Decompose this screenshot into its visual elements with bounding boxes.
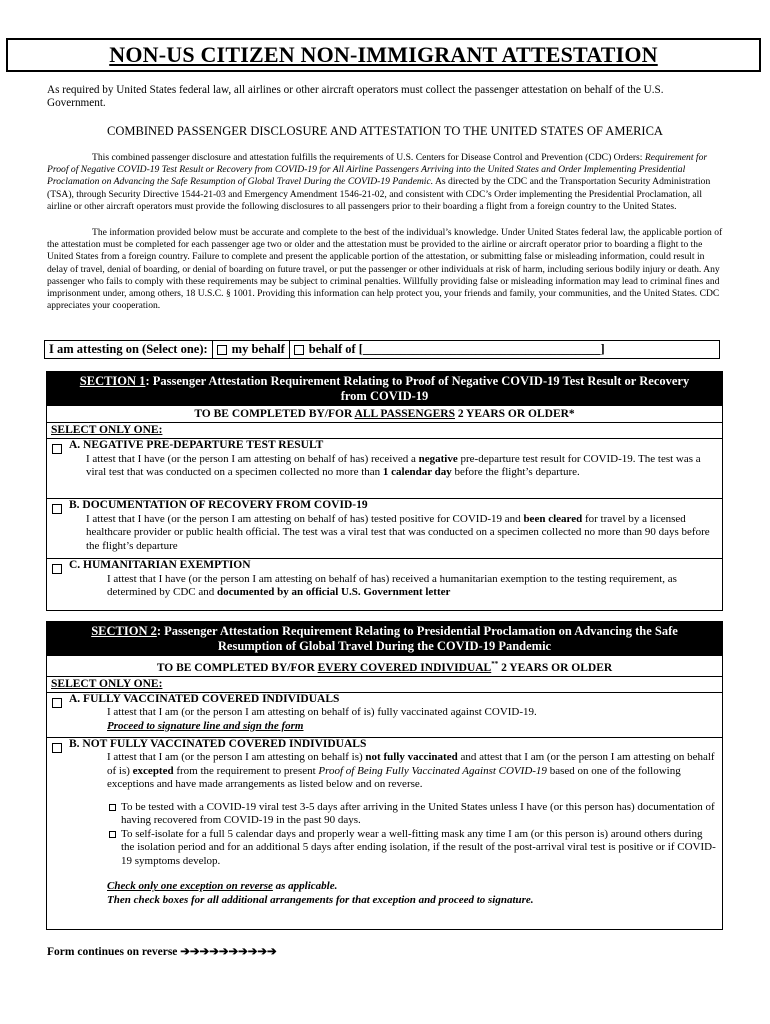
- checkbox-icon[interactable]: [52, 444, 62, 454]
- combined-heading: COMBINED PASSENGER DISCLOSURE AND ATTESTATION TO THE UNITED STATES OF AMERICA: [107, 124, 663, 138]
- attest-label: I am attesting on (Select one):: [45, 341, 213, 358]
- option-b-recovery[interactable]: B. DOCUMENTATION OF RECOVERY FROM COVID-19 I attest that I have (or the person I am attesting on behalf of has) tested positive for COVID-19 and been cleared for travel by a licensed healthcare provider or public health official. The test was a viral test that was conducted on a specimen collected no more than 90 days before the flight’s departure: [47, 498, 722, 558]
- attest-selection-row: [44, 340, 720, 359]
- checkbox-icon[interactable]: [217, 345, 227, 355]
- section-2-heading: SECTION 2: Passenger Attestation Requirement Relating to Presidential Proclamation on Advancing the Safe Resumption of Global Travel During the COVID-19 Pandemic: [47, 622, 722, 656]
- option-b-text: I attest that I have (or the person I am attesting on behalf of has) tested positive for COVID-19 and been cleared for travel by a licensed healthcare provider or public health official. The test was a viral test that was conducted on a specimen collected no more than 90 days before the flight’s departure: [86, 512, 710, 552]
- section-2: [46, 621, 723, 930]
- option-c-text: I attest that I have (or the person I am attesting on behalf of has) received a humanitarian exemption to the testing requirement, as determined by CDC and documented by an official U.S. Government letter: [107, 572, 677, 598]
- option-b-text: I attest that I am (or the person I am attesting on behalf is) not fully vaccinated and attest that I am (or the person I am attesting on behalf of is) excepted from the requirement to present Proof of Being Fully Vaccinated Against COVID-19 based on one of the following exceptions and have made arrangements as listed below and on reverse.: [107, 751, 715, 791]
- section-1-heading: SECTION 1: Passenger Attestation Requirement Relating to Proof of Negative COVID-19 Test Result or Recovery from COVID-19: [47, 372, 722, 406]
- select-only-one: SELECT ONLY ONE:: [51, 424, 163, 436]
- disclosure-paragraph-2: The information provided below must be accurate and complete to the best of the individual’s knowledge. Under United States federal law, the applicable portion of the attestation must be completed for each passenger age two or older and the attestation must be provided to the airline or aircraft operator prior to boarding a flight to the United States from a foreign country. Failure to complete and present the applicable portion of the attestation, or submitting false or misleading information, could result in delay of travel, denial of boarding, or denial of boarding on future travel, or put the passenger or other individuals at risk of harm, including serious bodily injury or death. Any passenger who fails to comply with these requirements may be subject to criminal penalties. Willfully providing false or misleading information may lead to criminal fines and imprisonment under, among others, 18 U.S.C. § 1001. Providing this information can help protect you, your friends and family, your communities, and the United States. CDC appreciates your cooperation.: [47, 227, 723, 312]
- checkbox-icon[interactable]: [52, 504, 62, 514]
- checkbox-icon[interactable]: [109, 804, 116, 811]
- title-box: [6, 38, 761, 72]
- section-2-subheading: TO BE COMPLETED BY/FOR EVERY COVERED INDIVIDUAL** 2 YEARS OR OLDER: [47, 656, 722, 677]
- option-a-text: I attest that I am (or the person I am attesting on behalf of is) fully vaccinated against COVID-19.: [107, 706, 537, 719]
- exception-self-isolate[interactable]: To self-isolate for a full 5 calendar days and properly wear a well-fitting mask any time I am (or this person is) around others during the isolation period and for an additional 5 days after ending isolation, if the result of the post-arrival viral test is positive or if COVID-19 symptoms develop.: [107, 828, 716, 869]
- section-1-subheading: TO BE COMPLETED BY/FOR ALL PASSENGERS 2 YEARS OR OLDER*: [47, 406, 722, 423]
- checkbox-icon[interactable]: [52, 698, 62, 708]
- disclosure-paragraph-1: This combined passenger disclosure and attestation fulfills the requirements of U.S. Centers for Disease Control and Prevention (CDC) Orders: Requirement for Proof of Negative COVID-19 Test Result or Recovery from COVID-19 for All Airline Passengers Arriving into the United States and Order Implementing Presidential Proclamation on Advancing the Safe Resumption of Global Travel During the COVID-19 Pandemic. As directed by the CDC and the Transportation Security Administration (TSA), through Security Directive 1544-21-03 and Emergency Amendment 1546-21-02, and consistent with CDC’s Order implementing the Presidential Proclamation, all airline or other aircraft operators must provide the following disclosures to all passengers prior to their boarding a flight from a foreign country to the United States.: [47, 152, 711, 212]
- exception-instructions: Check only one exception on reverse as applicable. Then check boxes for all additional arrangements for that exception and proceed to signature.: [107, 880, 534, 906]
- checkbox-icon[interactable]: [109, 831, 116, 838]
- section-1: [46, 371, 723, 611]
- proceed-to-signature: Proceed to signature line and sign the form: [107, 719, 304, 732]
- select-only-one: SELECT ONLY ONE:: [51, 677, 163, 690]
- exception-testing[interactable]: To be tested with a COVID-19 viral test 3-5 days after arriving in the United States unless I have (or this person has) documentation of having recovered from COVID-19 in the past 90 days.: [107, 801, 716, 828]
- option-a-fully-vaccinated[interactable]: A. FULLY VACCINATED COVERED INDIVIDUALS I attest that I am (or the person I am attesting on behalf of is) fully vaccinated against COVID-19. Proceed to signature line and sign the form: [47, 692, 722, 737]
- option-a-negative-test[interactable]: A. NEGATIVE PRE-DEPARTURE TEST RESULT I attest that I have (or the person I am attesting on behalf of has) received a negative pre-departure test result for COVID-19. The test was a viral test that was conducted on a specimen collected no more than 1 calendar day before the flight’s departure.: [47, 438, 722, 498]
- option-a-text: I attest that I have (or the person I am attesting on behalf of has) received a negative pre-departure test result for COVID-19. The test was a viral test that was conducted on a specimen collected no more than 1 calendar day before the flight’s departure.: [86, 452, 701, 478]
- checkbox-icon[interactable]: [52, 743, 62, 753]
- checkbox-icon[interactable]: [294, 345, 304, 355]
- checkbox-icon[interactable]: [52, 564, 62, 574]
- exception-list: [69, 801, 716, 869]
- option-b-not-fully-vaccinated[interactable]: B. NOT FULLY VACCINATED COVERED INDIVIDUALS I attest that I am (or the person I am attesting on behalf is) not fully vaccinated and attest that I am (or the person I am attesting on behalf of is) excepted from the requirement to present Proof of Being Fully Vaccinated Against COVID-19 based on one of the following exceptions and have made arrangements as listed below and on reverse. To be tested with a COVID-19 viral test 3-5 days after arriving in the United States unless I have (or this person has) documentation of having recovered from COVID-19 in the past 90 days. To self-isolate for a full 5 calendar days and properly wear a well-fitting mask any time I am (or this person is) around others during the isolation period and for an additional 5 days after ending isolation, if the result of the post-arrival viral test is positive or if COVID-19 symptoms develop. Check only one exception on reverse as applicable. Then check boxes for all additional arrangements for that exception and proceed to signature.: [47, 737, 722, 926]
- my-behalf-option[interactable]: my behalf: [213, 341, 290, 358]
- option-c-humanitarian[interactable]: C. HUMANITARIAN EXEMPTION I attest that I have (or the person I am attesting on behalf of has) received a humanitarian exemption to the testing requirement, as determined by CDC and documented by an official U.S. Government letter: [47, 558, 722, 603]
- intro-text: As required by United States federal law, all airlines or other aircraft operators must collect the passenger attestation on behalf of the U.S. Government.: [47, 84, 664, 109]
- behalf-of-option[interactable]: behalf of [______________________________________]: [290, 341, 719, 358]
- form-continues-footer: Form continues on reverse ➔➔➔➔➔➔➔➔➔➔: [47, 946, 277, 958]
- form-title: NON-US CITIZEN NON-IMMIGRANT ATTESTATION: [109, 42, 658, 67]
